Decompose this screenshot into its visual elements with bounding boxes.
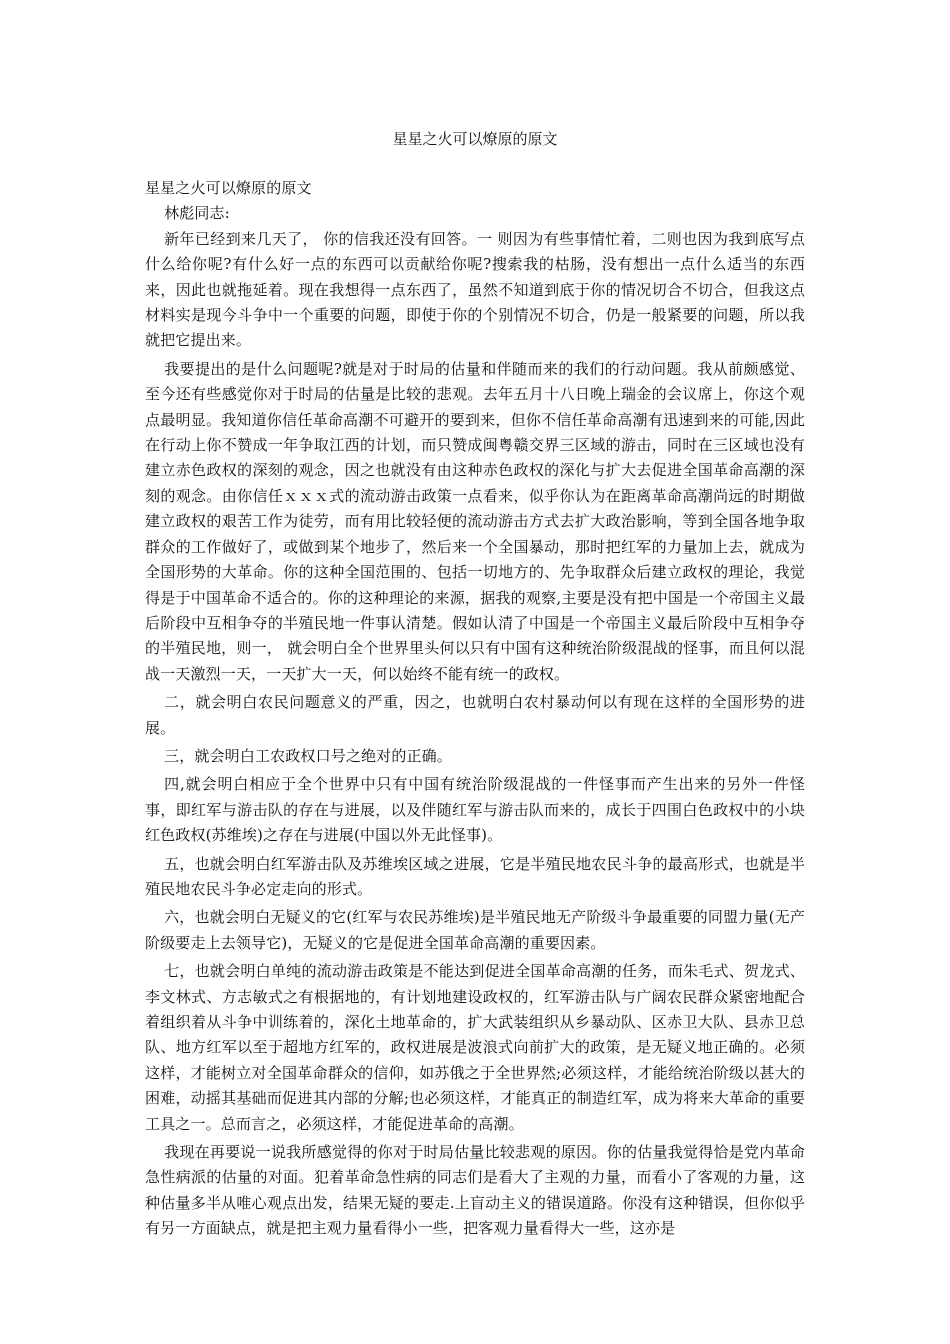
document-heading: 星星之火可以燎原的原文	[145, 179, 312, 197]
paragraph: 新年已经到来几天了， 你的信我还没有回答。一 则因为有些事情忙着，二则也因为我到底写点什么给你呢?有什么好一点的东西可以贡献给你呢?搜索我的枯肠，没有想出一点什么适当的东西来，因此也就拖延着。现在我想得一点东西了，虽然不知道到底于你的情况切合不切合，但我这点材料实是现今斗争中一个重要的问题，即使于你的个别情况不切合，仍是一般紧要的问题，所以我就把它提出来。	[145, 229, 805, 350]
paragraph: 三，就会明白工农政权口号之绝对的正确。	[164, 746, 452, 765]
greeting: 林彪同志:	[164, 204, 230, 223]
document-title: 星星之火可以燎原的原文	[392, 130, 558, 148]
paragraph: 我现在再要说一说我所感觉得的你对于时局估量比较悲观的原因。你的估量我觉得恰是党内革命急性病派的估量的对面。犯着革命急性病的同志们是看大了主观的力量，而看小了客观的力量，这种估量多半从唯心观点出发，结果无疑的要走.上盲动主义的错误道路。你没有这种错误，但你似乎有另一方面缺点，就是把主观力量看得小一些，把客观力量看得大一些，这亦是	[145, 1143, 805, 1238]
document-body	[145, 176, 805, 1245]
paragraph: 五，也就会明白红军游击队及苏维埃区域之进展，它是半殖民地农民斗争的最高形式，也就是半殖民地农民斗争必定走向的形式。	[145, 854, 805, 898]
paragraph: 四,就会明白相应于全个世界中只有中国有统治阶级混战的一件怪事而产生出来的另外一件怪事，即红军与游击队的存在与进展，以及伴随红军与游击队而来的，成长于四围白色政权中的小块红色政权(苏维埃)之存在与进展(中国以外无此怪事)。	[145, 775, 805, 845]
paragraph: 二，就会明白农民问题意义的严重，因之，也就明白农村暴动何以有现在这样的全国形势的进展。	[145, 693, 805, 737]
paragraph: 我要提出的是什么问题呢?就是对于时局的估量和伴随而来的我们的行动问题。我从前颇感觉、至今还有些感觉你对于时局的估量是比较的悲观。去年五月十八日晚上瑞金的会议席上，你这个观点最明显。我知道你信任革命高潮不可避开的要到来，但你不信任革命高潮有迅速到来的可能,因此在行动上你不赞成一年争取江西的计划，而只赞成闽粤赣交界三区域的游击，同时在三区域也没有建立赤色政权的深刻的观念，因之也就没有由这种赤色政权的深化与扩大去促进全国革命高潮的深刻的观念。由你信任ｘｘｘ式的流动游击政策一点看来，似乎你认为在距离革命高潮尚远的时期做建立政权的艰苦工作为徒劳，而有用比较轻便的流动游击方式去扩大政治影响，等到全国各地争取群众的工作做好了，或做到某个地步了，然后来一个全国暴动，那时把红军的力量加上去，就成为全国形势的大革命。你的这种全国范围的、包括一切地方的、先争取群众后建立政权的理论，我觉得是于中国革命不适合的。你的这种理论的来源，据我的观察,主要是没有把中国是一个帝国主义最后阶段中互相争夺的半殖民地一件事认清楚。假如认清了中国是一个帝国主义最后阶段中互相争夺的半殖民地，则一， 就会明白全个世界里头何以只有中国有这种统治阶级混战的怪事，而且何以混战一天激烈一天，一天扩大一天，何以始终不能有统一的政权。	[145, 359, 805, 683]
paragraph: 七，也就会明白单纯的流动游击政策是不能达到促进全国革命高潮的任务，而朱毛式、贺龙式、李文林式、方志敏式之有根据地的，有计划地建设政权的，红军游击队与广阔农民群众紧密地配合着组织着从斗争中训练着的，深化土地革命的，扩大武装组织从乡暴动队、区赤卫大队、县赤卫总队、地方红军以至于超地方红军的，政权进展是波浪式向前扩大的政策，是无疑义地正确的。必须这样，才能树立对全国革命群众的信仰，如苏俄之于全世界然;必须这样，才能给统治阶级以甚大的困难，动摇其基础而促进其内部的分解;也必须这样，才能真正的制造红军，成为将来大革命的重要工具之一。总而言之，必须这样，才能促进革命的高潮。	[145, 962, 805, 1133]
paragraph: 六，也就会明白无疑义的它(红军与农民苏维埃)是半殖民地无产阶级斗争最重要的同盟力量(无产阶级要走上去领导它)，无疑义的它是促进全国革命高潮的重要因素。	[145, 908, 805, 952]
